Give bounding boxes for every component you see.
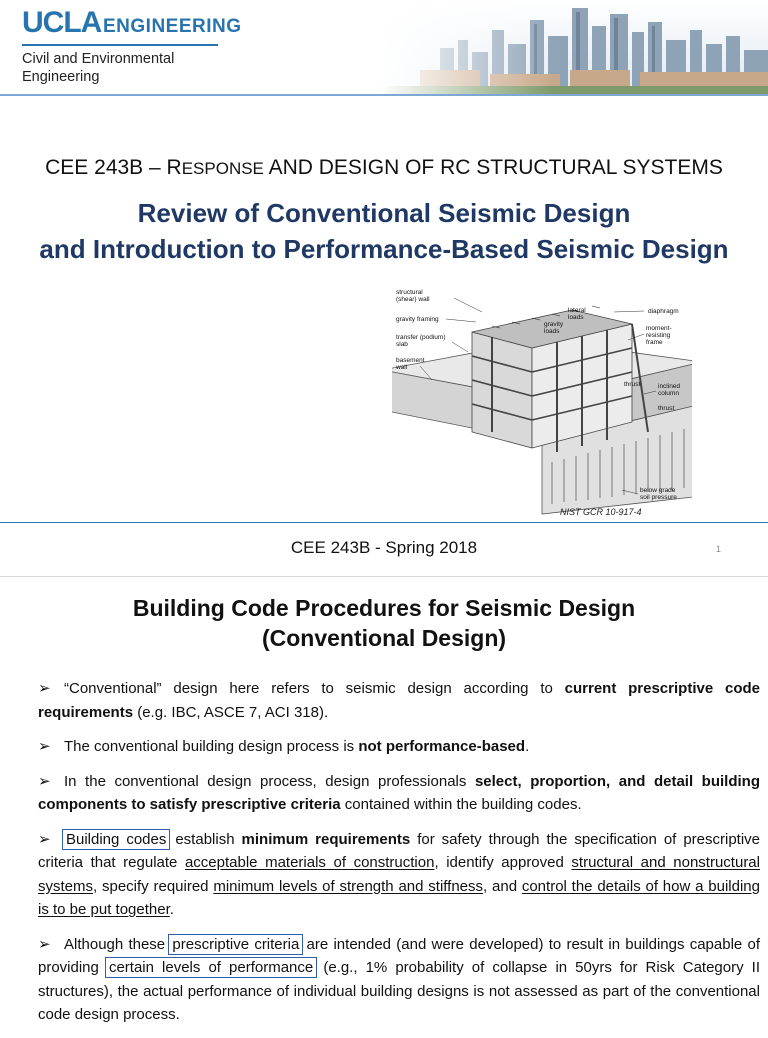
svg-text:gravity framing: gravity framing [396,316,439,323]
svg-text:thrust: thrust [624,381,641,388]
underlined-phrase: acceptable materials of construction [184,854,435,871]
svg-text:inclined: inclined [658,383,681,390]
slide-header [0,0,768,94]
bullet-list [38,677,760,1038]
arrow-bullet-icon: ➢ [38,738,51,755]
slide-footer: CEE 243B - Spring 2018 [290,538,478,557]
course-title: CEE 243B – RESPONSE AND DESIGN OF RC STRUCTURAL SYSTEMS [45,156,723,179]
boxed-phrase: prescriptive criteria [172,935,300,953]
svg-text:loads: loads [568,314,584,321]
shear-wall [472,332,532,448]
svg-text:soil pressure: soil pressure [640,494,677,501]
svg-text:below grade: below grade [640,487,676,494]
bullet-5: ➢ Although these prescriptive criteria are intended (and were developed) to result in buildings capable of providing certain levels of performance (e.g., 1% probability of collapse in 50yrs for Risk Category II structures), the actual performance of individual building designs is not assessed as part of the conventional code design process. [38,933,760,1027]
svg-text:gravity: gravity [544,321,564,328]
underlined-phrase: control the details of how a building is to be put together [38,877,760,918]
slide-2 [0,577,768,1024]
svg-text:frame: frame [646,339,663,346]
slide-footer-rule [0,522,768,523]
slide-title: Building Code Procedures for Seismic Design (Conventional Design) [132,595,636,651]
department-name: Civil and Environmental Engineering [22,51,175,85]
boxed-phrase: Building codes [66,830,167,848]
page-number: 1 [716,544,722,554]
figure-credit: NIST GCR 10-917-4 [560,507,642,517]
svg-text:loads: loads [544,328,560,335]
svg-text:diaphragm: diaphragm [648,308,679,315]
svg-text:moment-: moment- [646,325,672,332]
arrow-bullet-icon: ➢ [38,935,51,953]
underlined-phrase: structural and nonstructural systems [38,854,760,895]
ucla-logo: UCLA [22,6,102,39]
arrow-bullet-icon: ➢ [38,680,51,697]
city-skyline-image [380,0,768,94]
header-rule [0,94,768,96]
arrow-bullet-icon: ➢ [38,772,51,790]
boxed-phrase: certain levels of performance [108,959,314,976]
bullet-1: ➢ “Conventional” design here refers to seismic design according to current prescriptive code requirements (e.g. IBC, ASCE 7, ACI 318). [38,677,760,724]
logo-underline [22,44,218,46]
svg-text:resisting: resisting [646,332,671,339]
svg-text:thrust: thrust [658,405,675,412]
building-diagram [392,282,692,522]
engineering-logo-text: ENGINEERING [103,16,242,37]
svg-text:wall: wall [396,364,408,371]
svg-text:column: column [658,390,679,397]
svg-text:(shear) wall: (shear) wall [396,296,430,303]
bullet-4: ➢ Building codes establish minimum requirements for safety through the specification of prescriptive criteria that regulate acceptable materials of construction, identify approved structural and nonstructural systems, specify required minimum levels of strength and stiffness, and control the details of how a building is to be put together. [38,828,760,922]
svg-text:basement: basement [396,357,425,364]
bullet-2: ➢ The conventional building design process is not performance-based. [38,735,760,759]
svg-text:transfer (podium): transfer (podium) [396,334,446,341]
svg-text:lateral: lateral [568,307,586,314]
arrow-bullet-icon: ➢ [38,830,51,848]
bullet-3: ➢ In the conventional design process, design professionals select, proportion, and detail building components to satisfy prescriptive criteria contained within the building codes. [38,770,760,817]
underlined-phrase: minimum levels of strength and stiffness [213,877,484,895]
lecture-title: Review of Conventional Seismic Design and Introduction to Performance-Based Seismic Design [39,198,729,264]
svg-text:structural: structural [396,289,423,296]
svg-text:slab: slab [396,341,408,348]
